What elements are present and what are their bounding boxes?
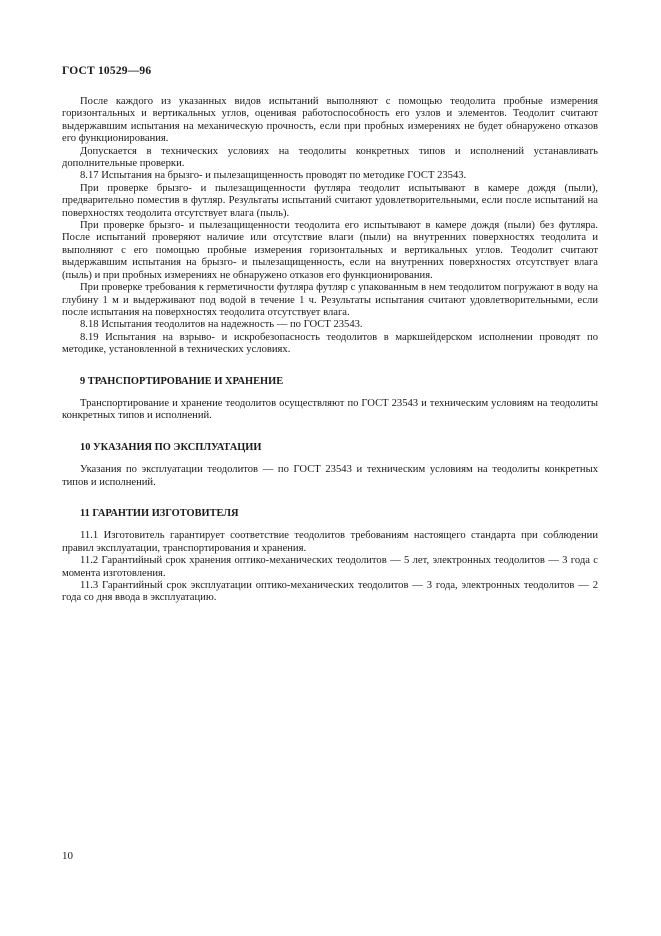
paragraph-theodolite-protection: При проверке брызго- и пылезащищенности теодолита его испытывают в камере дождя (пыли) без футляра. После испытаний проверяют наличие или отсутствие влаги (пыли) на внутренних поверхностях теодолита и выполняют с его помощью пробные измерения горизонтальных и вертикальных углов. Теодолит считают выдержавшим испытания на брызго- и пылезащищенность, если на внутренних поверхностях отсутствует влага (пыль) и при пробных измерениях не обнаружено отказов его функционирования. xyxy=(62,220,598,281)
paragraph-case-protection: При проверке брызго- и пылезащищенности футляра теодолит испытывают в камере дождя (пыли), предварительно поместив в футляр. Результаты испытаний считают удовлетворительными, если после испытаний на поверхностях теодолита отсутствует влага (пыль). xyxy=(62,182,598,219)
paragraph-case-tightness: При проверке требования к герметичности футляра футляр с упакованным в нем теодолитом погружают в воду на глубину 1 м и выдерживают под водой в течение 1 ч. Результаты испытания считают удовлетворительными, если после испытания на поверхностях теодолита отсутствует влага. xyxy=(62,282,598,318)
document-body xyxy=(62,96,598,605)
paragraph-8-18: 8.18 Испытания теодолитов на надежность — по ГОСТ 23543. xyxy=(80,319,363,331)
paragraph-8-17: 8.17 Испытания на брызго- и пылезащищенность проводят по методике ГОСТ 23543. xyxy=(80,170,467,182)
section-11-item-3: 11.3 Гарантийный срок эксплуатации оптико-механических теодолитов — 3 года, электронных теодолитов — 2 года со дня ввода в эксплуатацию. xyxy=(62,580,598,604)
section-9-heading: 9 ТРАНСПОРТИРОВАНИЕ И ХРАНЕНИЕ xyxy=(80,375,284,387)
section-11-item-1: 11.1 Изготовитель гарантирует соответствие теодолитов требованиям настоящего стандарта при соблюдении правил эксплуатации, транспортирования и хранения. xyxy=(62,530,598,554)
section-10-heading: 10 УКАЗАНИЯ ПО ЭКСПЛУАТАЦИИ xyxy=(80,441,262,453)
section-10-text: Указания по эксплуатации теодолитов — по ГОСТ 23543 и техническим условиям на теодолиты конкретных типов и исполнений. xyxy=(62,464,598,488)
section-11-heading: 11 ГАРАНТИИ ИЗГОТОВИТЕЛЯ xyxy=(80,507,239,519)
section-11-item-2: 11.2 Гарантийный срок хранения оптико-механических теодолитов — 5 лет, электронных теодолитов — 3 года с момента изготовления. xyxy=(62,555,598,579)
paragraph-after-tests: После каждого из указанных видов испытаний выполняют с помощью теодолита пробные измерения горизонтальных и вертикальных углов, оценивая работоспособность его узлов и элементов. Теодолит считают выдержавшим испытания на механическую прочность, если при пробных измерениях не будет обнаружено отказов его функционирования. xyxy=(62,96,598,145)
document-header: ГОСТ 10529—96 xyxy=(62,65,152,77)
section-9-text: Транспортирование и хранение теодолитов осуществляют по ГОСТ 23543 и техническим условиям на теодолиты конкретных типов и исполнений. xyxy=(62,397,598,422)
paragraph-additional-checks: Допускается в технических условиях на теодолиты конкретных типов и исполнений устанавливать дополнительные проверки. xyxy=(62,145,598,170)
page-number: 10 xyxy=(62,850,73,862)
paragraph-8-19: 8.19 Испытания на взрыво- и искробезопасность теодолитов в маркшейдерском исполнении проводят по методике, установленной в технических условиях. xyxy=(62,331,598,356)
